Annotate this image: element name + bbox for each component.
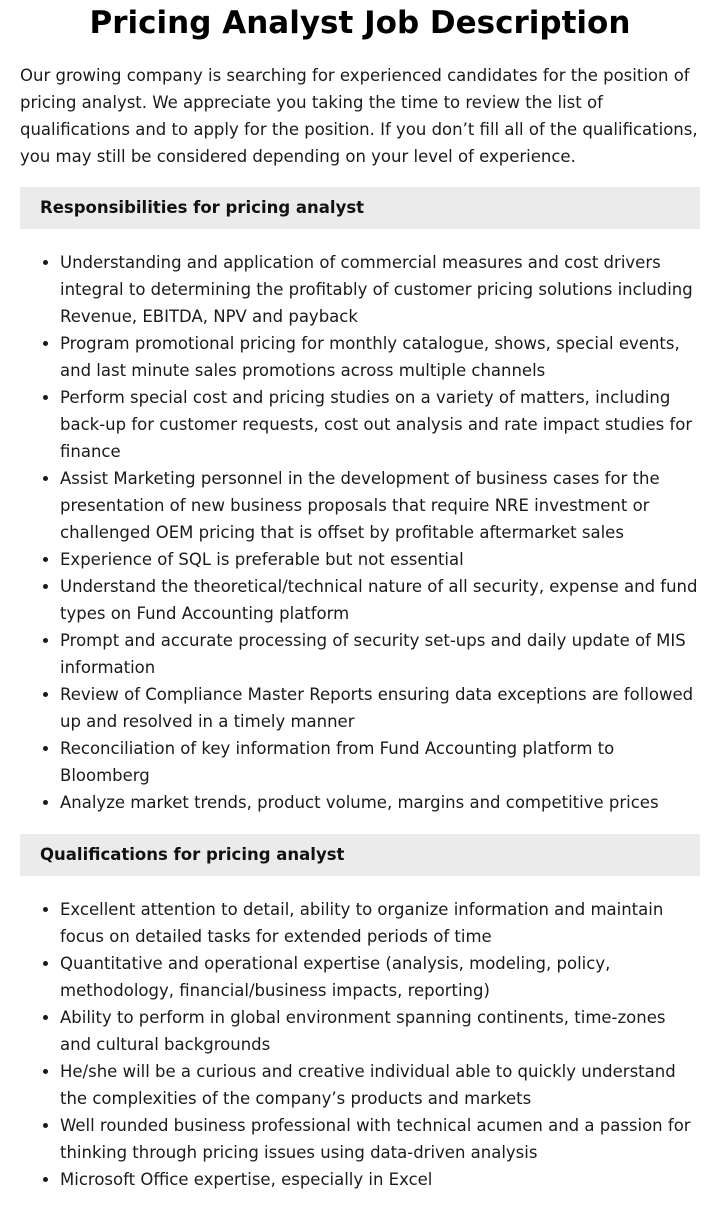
responsibilities-list — [0, 249, 720, 816]
page-title: Pricing Analyst Job Description — [89, 5, 631, 41]
list-item: • Program promotional pricing for monthly catalogue, shows, special events, and last minute sales promotions across multiple channels — [60, 330, 700, 384]
list-item: • Understand the theoretical/technical nature of all security, expense and fund types on Fund Accounting platform — [60, 573, 700, 627]
list-item: • Understanding and application of commercial measures and cost drivers integral to determining the profitably of customer pricing solutions including Revenue, EBITDA, NPV and payback — [60, 249, 700, 330]
list-item: • Ability to perform in global environment spanning continents, time-zones and cultural backgrounds — [60, 1004, 700, 1058]
list-item: • Well rounded business professional with technical acumen and a passion for thinking through pricing issues using data-driven analysis — [60, 1112, 700, 1166]
list-item: • Reconciliation of key information from Fund Accounting platform to Bloomberg — [60, 735, 700, 789]
list-item: • Microsoft Office expertise, especially in Excel — [60, 1166, 700, 1193]
intro-paragraph: Our growing company is searching for experienced candidates for the position of pricing analyst. We appreciate you taking the time to review the list of qualifications and to apply for the position. If you don’t fill all of the qualifications, you may still be considered depending on your level of experience. — [20, 66, 698, 166]
qualifications-list — [0, 896, 720, 1193]
list-item: • Analyze market trends, product volume, margins and competitive prices — [60, 789, 700, 816]
list-item: • Excellent attention to detail, ability to organize information and maintain focus on detailed tasks for extended periods of time — [60, 896, 700, 950]
list-item: • Experience of SQL is preferable but not essential — [60, 546, 700, 573]
list-item: • Quantitative and operational expertise (analysis, modeling, policy, methodology, financial/business impacts, reporting) — [60, 950, 700, 1004]
list-item: • Prompt and accurate processing of security set-ups and daily update of MIS information — [60, 627, 700, 681]
qualifications-heading: Qualifications for pricing analyst — [20, 834, 700, 876]
list-item: • Perform special cost and pricing studies on a variety of matters, including back-up for customer requests, cost out analysis and rate impact studies for finance — [60, 384, 700, 465]
list-item: • Review of Compliance Master Reports ensuring data exceptions are followed up and resolved in a timely manner — [60, 681, 700, 735]
list-item: • He/she will be a curious and creative individual able to quickly understand the complexities of the company’s products and markets — [60, 1058, 700, 1112]
responsibilities-heading: Responsibilities for pricing analyst — [20, 187, 700, 229]
list-item: • Assist Marketing personnel in the development of business cases for the presentation of new business proposals that require NRE investment or challenged OEM pricing that is offset by profitable aftermarket sales — [60, 465, 700, 546]
